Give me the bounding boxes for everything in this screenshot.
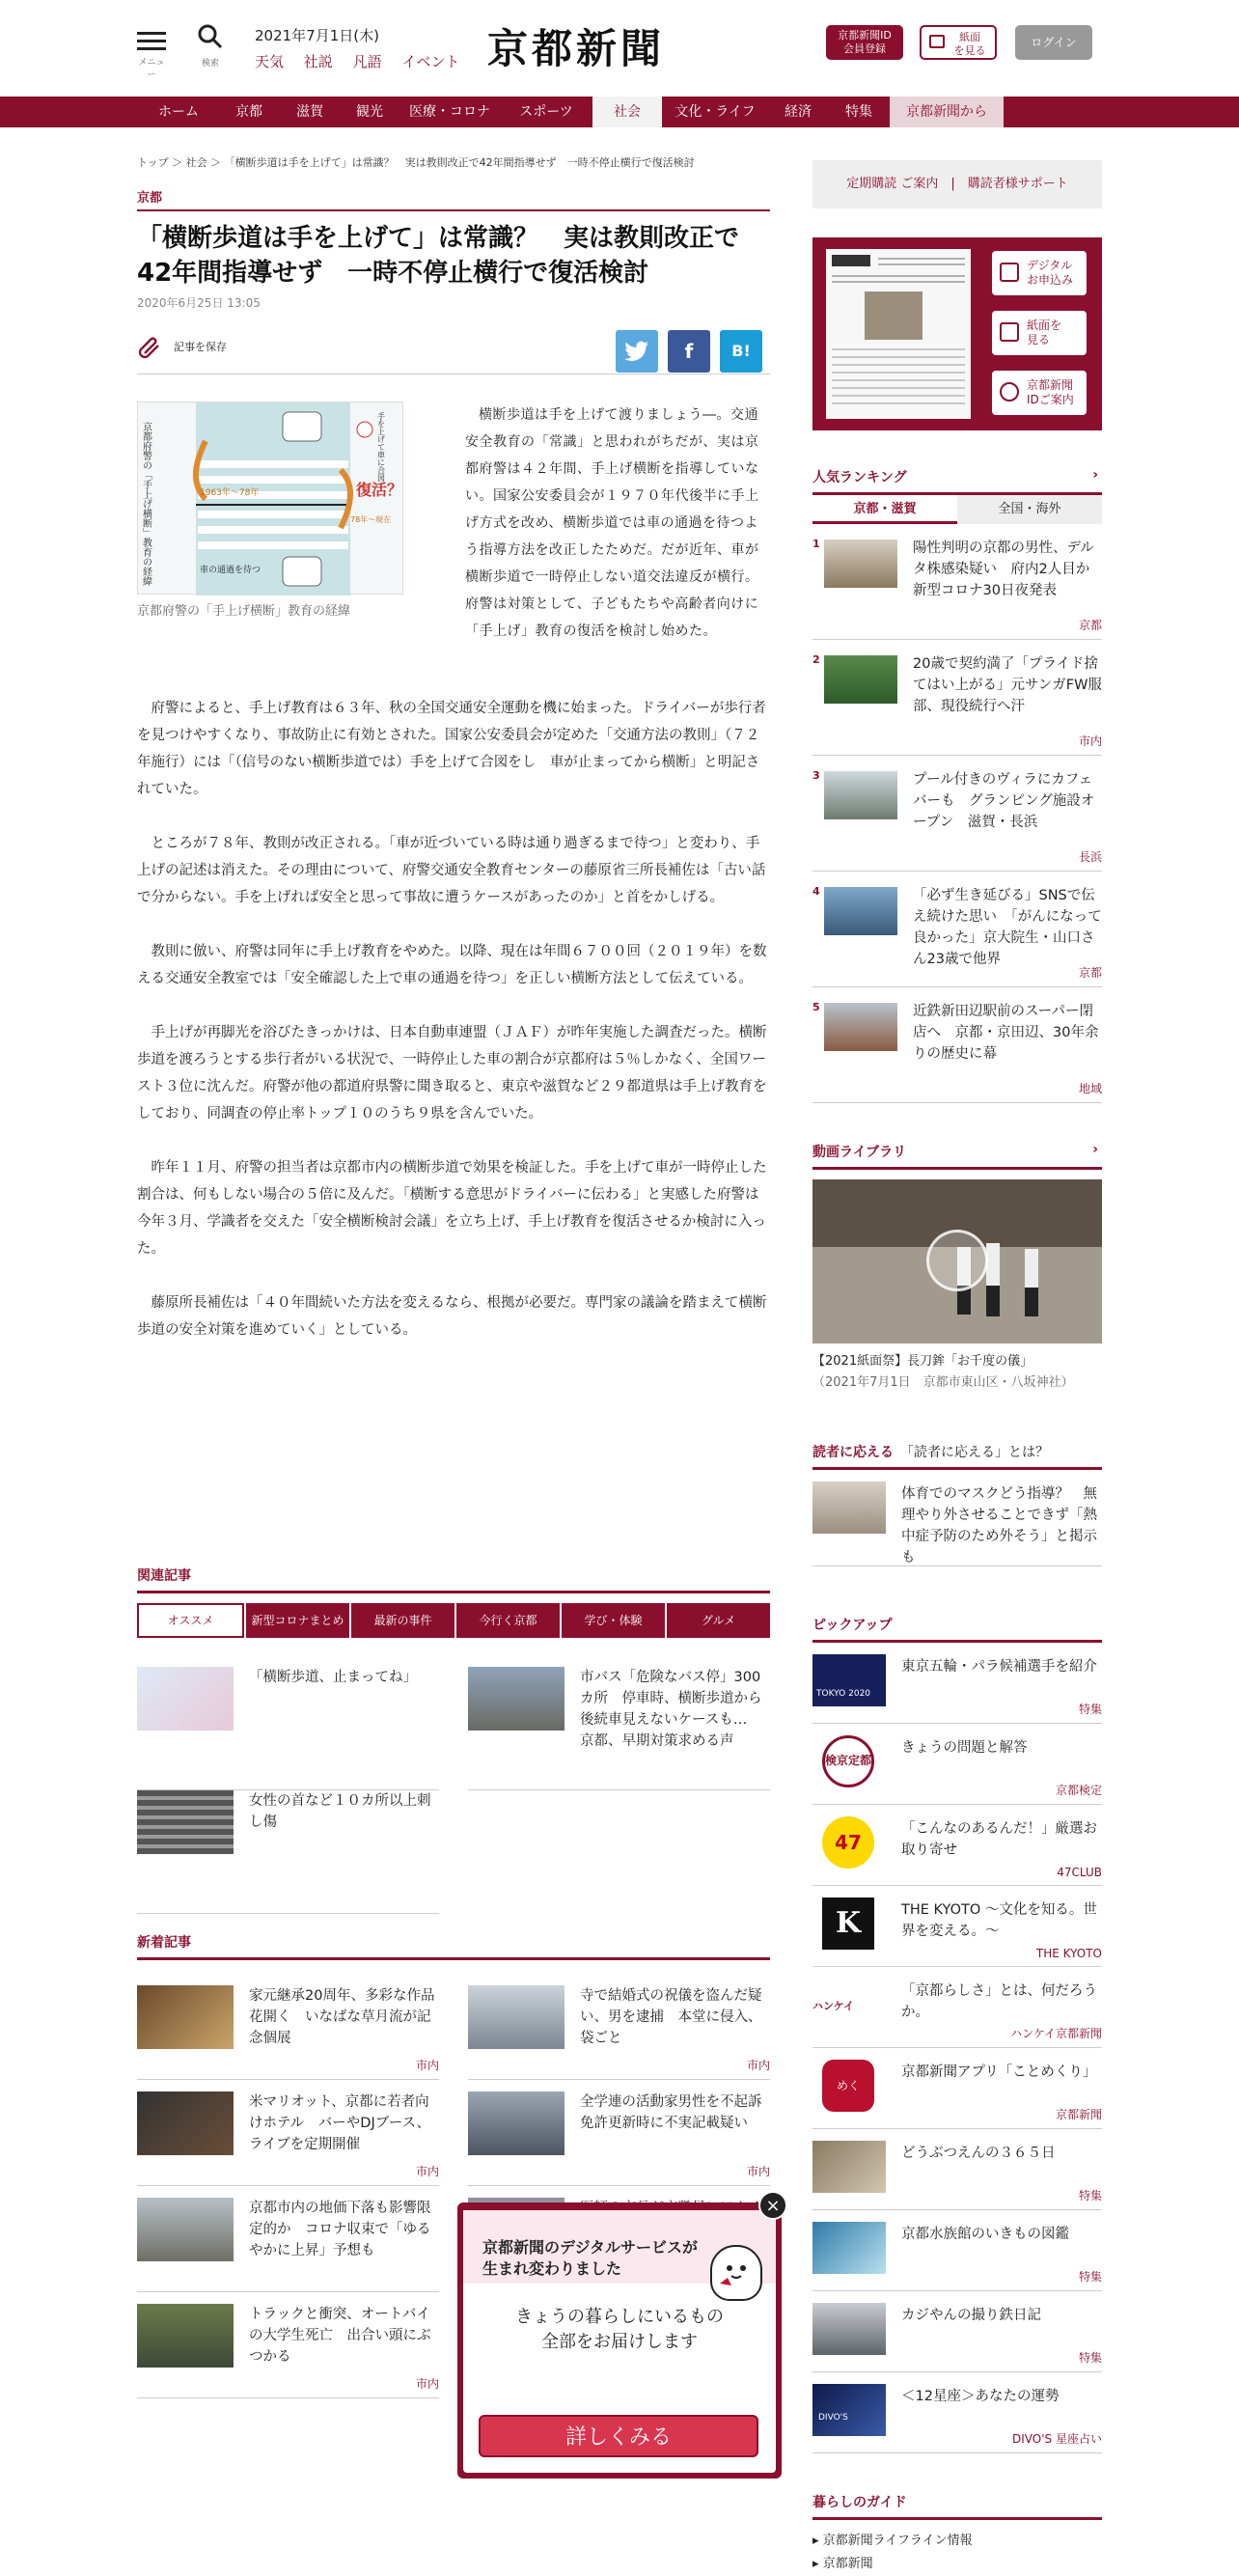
paper-promo <box>812 237 1102 430</box>
infographic-year78: 78年〜現在 <box>350 515 392 524</box>
video-subtitle: （2021年7月1日 京都市東山区・八坂神社） <box>812 1375 1074 1390</box>
pickup-thumb-label: TOKYO 2020 <box>816 1689 871 1699</box>
infographic-revive: 復活？ <box>356 481 403 499</box>
pickup-tag: ハンケイ京都新聞 <box>1010 2027 1102 2040</box>
article-paragraph: 藤原所長補佐は「４０年間続いた方法を変えるなら、根拠が必要だ。専門家の議論を踏まえて横断歩道の安全対策を進めていく」としている。 <box>137 1295 767 1338</box>
pickup-thumbnail <box>822 1816 874 1869</box>
mascot-face <box>712 2247 760 2299</box>
pickup-title: 「京都らしさ」とは、何だろうか。 <box>901 1983 1097 2020</box>
search-icon <box>197 23 224 50</box>
digital-apply-label: デジタル お申込み <box>1027 259 1074 287</box>
search-label: 検索 <box>201 59 219 69</box>
breadcrumb[interactable]: トップ ＞ 社会 ＞ 「横断歩道は手を上げて」は常識？ 実は教則改正で42年間指導せず 一時不停止横行で復活検討 <box>137 156 695 169</box>
infographic-wait: 車の通過を待つ <box>200 566 262 575</box>
paperclip-icon <box>137 334 162 359</box>
share-hatena-button[interactable]: B! <box>720 330 762 373</box>
news-title: 米マリオット、京都に若者向けホテル バーやDJブース、ライブを定期開催 <box>249 2094 430 2152</box>
related-heading: 関連記事 <box>137 1565 770 1593</box>
pickup-title: ＜12星座＞あなたの運勢 <box>901 2389 1060 2404</box>
pickup-title: 東京五輪・パラ候補選手を紹介 <box>901 1659 1097 1675</box>
subscription-links[interactable]: 定期購読 ご案内 | 購読者様サポート <box>812 160 1102 208</box>
video-thumbnail[interactable] <box>812 1179 1102 1343</box>
video-title: 【2021紙面祭】長刀鉾「お千度の儀」 <box>812 1354 1033 1369</box>
ranking-number: 1 <box>812 538 820 550</box>
ranking-thumbnail <box>824 771 897 819</box>
news-item[interactable] <box>137 1974 439 2080</box>
ranking-title: 人気ランキング <box>812 470 907 485</box>
ranking-item[interactable] <box>812 524 1102 640</box>
pickup-title: 京都水族館のいきもの図鑑 <box>901 2227 1069 2242</box>
play-icon[interactable] <box>926 1230 988 1291</box>
pickup-thumbnail <box>812 1979 886 2031</box>
related-thumbnail <box>468 1667 564 1731</box>
pickup-tag: 特集 <box>1078 1703 1102 1716</box>
news-thumbnail <box>137 1985 234 2049</box>
pickup-title: きょうの問題と解答 <box>901 1740 1028 1756</box>
nav-kyoto[interactable]: 京都 <box>235 104 262 120</box>
news-tag: 市内 <box>415 2059 439 2072</box>
login-button[interactable]: ログイン <box>1015 25 1092 60</box>
video-caption[interactable] <box>812 1351 1102 1394</box>
chevron-right-icon: › <box>1092 467 1098 483</box>
article-paragraph: 昨年１１月、府警の担当者は京都市内の横断歩道で効果を検証した。手を上げて車が一時停止した割合は、何もしない場合の５倍に及んだ。「横断する意思がドライバーに伝わる」と実感した府警は今年３月、学識者を交えた「安全横断検討会議」を立ち上げ、手上げ教育を復活させるか検討に入った。 <box>137 1160 767 1257</box>
member-register-label: 京都新聞ID 会員登録 <box>838 29 892 55</box>
search-button[interactable] <box>191 23 230 69</box>
ranking-number: 3 <box>812 769 820 782</box>
guide-list <box>812 2530 1102 2576</box>
news-thumbnail <box>468 1985 564 2049</box>
digital-service-popup <box>457 2196 782 2479</box>
pickup-item[interactable] <box>812 2048 1102 2129</box>
tab-learning[interactable]: 学び・体験 <box>562 1603 665 1638</box>
reader-item-title: 体育でのマスクどう指導？ 無理やり外させることできず「熱中症予防のため外そう」と掲示も <box>901 1486 1097 1565</box>
article-figure[interactable] <box>137 402 403 619</box>
article-paragraph: 手上げが再脚光を浴びたきっかけは、日本自動車連盟（ＪＡＦ）が昨年実施した調査だった。横断歩道を渡ろうとする歩行者がいる状況で、一時停止した車の割合が京都府は５％しかなく、全国ワースト３位に沈んだ。府警が他の都道府県警に聞き取ると、東京や滋賀など２９都道県は手上げ教育をしており、同調査の停止率トップ１０のうち９県を含んでいた。 <box>137 1025 767 1122</box>
figure-caption: 京都府警の「手上げ横断」教育の経緯 <box>137 604 351 619</box>
ranking-title: 陽性判明の京都の男性、デルタ株感染疑い 府内2人目か 新型コロナ30日夜発表 <box>913 540 1104 598</box>
related-item[interactable] <box>137 1790 439 1914</box>
infographic-image <box>137 402 403 595</box>
pickup-item[interactable] <box>812 1805 1102 1886</box>
pickup-thumbnail <box>822 2060 874 2112</box>
header-links <box>255 51 475 71</box>
device-icon <box>929 35 945 48</box>
pickup-item[interactable] <box>812 2210 1102 2291</box>
popup-title: 京都新聞のデジタルサービスが生まれ変わりました <box>482 2238 699 2278</box>
news-title: 全学連の活動家男性を不起訴 免許更新時に不実記載疑い <box>580 2094 776 2131</box>
save-article-button[interactable] <box>137 334 227 359</box>
info-icon <box>1000 382 1019 402</box>
news-tag: 市内 <box>415 2165 439 2178</box>
article <box>137 154 770 1343</box>
nav-society[interactable]: 社会 <box>592 97 662 127</box>
guide-item-label: 京都新聞 <box>822 2557 873 2571</box>
main-nav <box>0 97 1239 127</box>
news-item[interactable] <box>137 2080 439 2186</box>
tab-recommended[interactable]: オススメ <box>137 1603 244 1638</box>
nav-from-kyoto-np[interactable]: 京都新聞から <box>890 97 1004 127</box>
ranking-heading[interactable] <box>812 467 1102 495</box>
news-item[interactable] <box>137 2292 439 2398</box>
related-thumbnail <box>137 1667 234 1731</box>
pickup-item[interactable] <box>812 1886 1102 1967</box>
video-library-title: 動画ライブラリ <box>812 1145 907 1160</box>
pickup-tag: 京都新聞 <box>1055 2108 1102 2121</box>
pickup-thumbnail <box>812 2384 886 2436</box>
pickup-item[interactable] <box>812 2129 1102 2210</box>
ranking-item[interactable] <box>812 640 1102 756</box>
pickup-item[interactable] <box>812 1643 1102 1724</box>
news-thumbnail <box>137 2198 234 2261</box>
news-heading: 新着記事 <box>137 1932 770 1960</box>
pickup-thumbnail <box>822 1735 874 1787</box>
article-tools <box>137 320 770 374</box>
guide-heading: 暮らしのガイド <box>812 2492 1102 2520</box>
pickup-tag: 特集 <box>1078 2189 1102 2202</box>
link-event[interactable]: イベント <box>401 53 460 70</box>
guide-item[interactable]: ▸ 京都新聞ライフライン情報 <box>812 2534 973 2548</box>
pickup-thumbnail <box>822 1897 874 1950</box>
pickup-thumb-label: K <box>835 1906 862 1940</box>
news-item[interactable] <box>468 1974 770 2080</box>
article-date: 2020年6月25日 13:05 <box>137 296 261 310</box>
news-thumbnail <box>468 2091 564 2155</box>
ranking-thumbnail <box>824 655 897 704</box>
nav-tourism[interactable]: 観光 <box>356 104 383 120</box>
member-register-button[interactable] <box>826 25 903 60</box>
guide-item-label: 京都新聞ライフライン情報 <box>822 2534 973 2548</box>
guide-item[interactable]: ▸ 京都新聞 <box>812 2557 873 2571</box>
pickup-title: どうぶつえんの３６５日 <box>901 2146 1056 2161</box>
nav-shiga[interactable]: 滋賀 <box>296 104 323 120</box>
pickup-title: 京都新聞アプリ「ことめくり」 <box>901 2064 1097 2080</box>
id-info-button[interactable] <box>992 371 1087 415</box>
nav-medical[interactable]: 医療・コロナ <box>409 104 490 120</box>
tab-national[interactable]: 全国・海外 <box>957 495 1102 524</box>
close-icon[interactable]: × <box>758 2191 787 2220</box>
news-tag: 市内 <box>415 2377 439 2391</box>
date-block <box>255 25 475 71</box>
pickup-item[interactable] <box>812 1724 1102 1805</box>
mascot-icon <box>710 2245 762 2301</box>
newspaper-image <box>826 249 971 419</box>
view-paper-side-label: 紙面を 見る <box>1027 319 1062 346</box>
pickup-thumb-label: めく <box>836 2079 860 2092</box>
tab-kyoto-now[interactable]: 今行く京都 <box>456 1603 560 1638</box>
share-twitter-button[interactable] <box>616 330 658 373</box>
news-title: 寺で結婚式の祝儀を盗んだ疑い、男を逮捕 本堂に侵入、袋ごと <box>580 1988 762 2046</box>
pickup-tag: DIVO'S 星座占い <box>1012 2432 1102 2446</box>
hamburger-icon-bar <box>137 47 166 50</box>
ranking-thumbnail <box>824 1003 897 1051</box>
reader-heading[interactable] <box>812 1442 1102 1470</box>
nav-sports[interactable]: スポーツ <box>519 104 573 120</box>
newspaper-thumbnail[interactable] <box>826 249 971 419</box>
related-item[interactable] <box>468 1667 770 1790</box>
related-list <box>137 1667 770 1914</box>
device-icon <box>1000 263 1019 282</box>
ranking-number: 5 <box>812 1001 820 1013</box>
ranking-tag: 地域 <box>1078 1082 1102 1095</box>
chevron-right-icon: › <box>1092 1142 1098 1157</box>
menu-button[interactable] <box>135 27 168 80</box>
reader-item[interactable] <box>812 1470 1102 1566</box>
ranking-title: 近鉄新田辺駅前のスーパー閉店へ 京都・京田辺、30年余りの歴史に幕 <box>913 1004 1099 1062</box>
news-tag: 市内 <box>746 2059 770 2072</box>
current-date: 2021年7月1日(木) <box>255 27 379 44</box>
video-library-heading[interactable] <box>812 1142 1102 1170</box>
pickup-thumbnail <box>812 2303 886 2355</box>
twitter-icon <box>624 341 649 362</box>
popup-body <box>463 2210 776 2473</box>
pickup-title: THE KYOTO ～文化を知る。世界を変える。～ <box>901 1902 1097 1939</box>
view-paper-button[interactable] <box>920 25 997 60</box>
ranking-thumbnail <box>824 540 897 588</box>
related-title: 市バス「危険なバス停」300カ所 停車時、横断歩道から後続車見えないケースも… 京都、早期対策求める声 <box>580 1670 762 1749</box>
news-tag: 市内 <box>746 2165 770 2178</box>
pickup-item[interactable] <box>812 1967 1102 2048</box>
nav-economy[interactable]: 経済 <box>785 104 812 120</box>
pickup-thumbnail <box>812 2141 886 2193</box>
reader-title: 読者に応える <box>812 1445 894 1460</box>
nav-feature[interactable]: 特集 <box>845 104 872 120</box>
lead-section <box>137 402 770 691</box>
article-category[interactable]: 京都 <box>137 187 770 211</box>
digital-apply-button[interactable] <box>992 251 1087 295</box>
site-logo[interactable]: 京都新聞 <box>487 25 666 72</box>
pickup-tag: 47CLUB <box>1057 1866 1102 1879</box>
pickup-title: 「こんなのあるんだ！」厳選お取り寄せ <box>901 1821 1097 1858</box>
save-article-label: 記事を保存 <box>174 341 227 353</box>
pickup-item[interactable] <box>812 2291 1102 2372</box>
ranking-title: プール付きのヴィラにカフェバーも グランピング施設オープン 滋賀・長浜 <box>913 772 1095 830</box>
ranking-number: 4 <box>812 885 820 898</box>
tab-incidents[interactable]: 最新の事件 <box>351 1603 454 1638</box>
article-paragraph: ところが７８年、教則が改正される。「車が近づいている時は通り過ぎるまで待つ」と変わり、手上げの記述は消えた。その理由について、府警交通安全教育センターの藤原省三所長補佐は「古い話で分からない。手を上げれば安全と思って事故に遭うケースがあったのか」と首をかしげる。 <box>137 836 766 905</box>
article-paragraph: 府警によると、手上げ教育は６３年、秋の全国交通安全運動を機に始まった。ドライバーが歩行者を見つけやすくなり、事故防止に有効とされた。国家公安委員会が定めた「交通方法の教則」（７２年施行）には「（信号のない横断歩道では）手を上げて合図をし 車が止まってから横断」と明記されていた。 <box>137 701 766 797</box>
reader-thumbnail <box>812 1482 886 1534</box>
related-tabs <box>137 1603 770 1638</box>
id-info-label: 京都新聞 IDご案内 <box>1027 378 1074 406</box>
ranking-item[interactable] <box>812 987 1102 1103</box>
infographic-drawing <box>138 402 404 596</box>
tab-kyoto-shiga[interactable]: 京都・滋賀 <box>812 495 957 524</box>
ranking-thumbnail <box>824 887 897 935</box>
pickup-thumbnail <box>812 2222 886 2274</box>
link-bongo[interactable]: 凡語 <box>352 53 382 70</box>
link-weather[interactable]: 天気 <box>255 53 285 70</box>
pickup-thumb-label: DIVO'S <box>818 2413 848 2423</box>
related-spacer <box>468 1790 770 1914</box>
infographic-side-title: 京都府警の「手上げ横断」教育の経緯 <box>140 422 151 586</box>
view-paper-label: 紙面 を見る <box>953 31 986 57</box>
news-title: 家元継承20周年、多彩な作品花開く いなばな草月流が記念個展 <box>249 1988 435 2046</box>
infographic-hand: 手を上げて車に合図 <box>376 412 386 482</box>
ranking-title: 20歳で契約満了「プライド捨てはい上がる」元サンガFW服部、現役続行へ汗 <box>913 656 1102 714</box>
article-paragraph: 教則に倣い、府警は同年に手上げ教育をやめた。以降、現在は年間６７００回（２０１９年）を数える交通安全教室では「安全確認した上で車の通過を待つ」を正しい横断方法として伝えている。 <box>137 944 767 986</box>
hamburger-icon <box>137 32 166 35</box>
ranking-number: 2 <box>812 653 820 666</box>
related-item[interactable] <box>137 1667 439 1790</box>
site-header <box>0 0 1239 97</box>
infographic-years: 1963年〜78年 <box>200 488 260 498</box>
pickup-tag: 京都検定 <box>1055 1784 1102 1797</box>
nav-culture[interactable]: 文化・ライフ <box>675 104 756 120</box>
hamburger-icon-bar <box>137 40 166 42</box>
ranking-tag: 京都 <box>1078 619 1102 632</box>
ranking-item[interactable] <box>812 756 1102 872</box>
pickup-thumb-label: 検京定都 <box>825 1754 872 1767</box>
view-paper-side-button[interactable] <box>992 311 1087 355</box>
pickup-thumbnail <box>812 1654 886 1706</box>
see-more-button[interactable]: 詳しくみる <box>479 2415 758 2457</box>
pickup-heading: ピックアップ <box>812 1615 1102 1643</box>
news-thumbnail <box>137 2091 234 2155</box>
popup-message: きょうの暮らしにいるもの 全部をお届けします <box>515 2307 724 2352</box>
related-articles <box>137 1565 770 1914</box>
nav-home[interactable]: ホーム <box>158 104 199 120</box>
article-title: 「横断歩道は手を上げて」は常識？ 実は教則改正で42年間指導せず 一時不停止横行で復活検討 <box>137 224 740 288</box>
related-thumbnail <box>137 1790 234 1854</box>
tab-gourmet[interactable]: グルメ <box>667 1603 770 1638</box>
news-title: 京都市内の地価下落も影響限定的か コロナ収束で「ゆるやかに上昇」予想も <box>249 2201 431 2258</box>
pickup-thumb-label: 47 <box>835 1831 862 1854</box>
reader-subtitle[interactable]: 「読者に応える」とは？ <box>907 1445 1049 1460</box>
pickup-tag: 特集 <box>1078 2270 1102 2284</box>
news-item[interactable] <box>468 2080 776 2186</box>
share-facebook-button[interactable]: f <box>668 330 710 373</box>
related-title: 「横断歩道、止まってね」 <box>249 1670 417 1685</box>
news-title: トラックと衝突、オートバイの大学生死亡 出合い頭にぶつかる <box>249 2307 431 2365</box>
related-title: 女性の首など１０カ所以上刺し傷 <box>249 1793 431 1830</box>
menu-label: メニュー <box>138 58 165 80</box>
ranking-tag: 市内 <box>1078 734 1102 748</box>
pickup-title: カジやんの撮り鉄日記 <box>901 2308 1041 2323</box>
news-item[interactable] <box>137 2186 439 2292</box>
ranking-title: 「必ず生き延びる」SNSで伝え続けた思い 「がんになって良かった」京大院生・山口さん23歳で他界 <box>913 888 1102 967</box>
device-icon <box>1000 322 1019 342</box>
lead-paragraph: 横断歩道は手を上げて渡りましょう―。交通安全教育の「常識」と思われがちだが、実は京都府警は４２年間、手上げ横断を指導していない。国家公安委員会が１９７０年代後半に手上げ方式を改め、横断歩道では車の通過を待つよう指導方法を改正したためだ。だが近年、車が横断歩道で一時停止しない道交法違反が横行。府警は対策として、子どもたちや高齢者向けに「手上げ」教育の復活を検討し始めた。 <box>465 407 759 639</box>
sidebar <box>812 160 1102 2576</box>
ranking-tag: 長浜 <box>1078 850 1102 864</box>
ranking-tag: 京都 <box>1078 966 1102 980</box>
pickup-tag: THE KYOTO <box>1035 1947 1102 1960</box>
pickup-tag: 特集 <box>1078 2351 1102 2365</box>
pickup-item[interactable] <box>812 2372 1102 2453</box>
ranking-tabs <box>812 495 1102 524</box>
link-editorial[interactable]: 社説 <box>303 53 333 70</box>
ranking-item[interactable] <box>812 872 1102 987</box>
tab-covid[interactable]: 新型コロナまとめ <box>246 1603 349 1638</box>
pickup-thumb-label: ハンケイ <box>812 2000 855 2012</box>
news-thumbnail <box>137 2304 234 2368</box>
